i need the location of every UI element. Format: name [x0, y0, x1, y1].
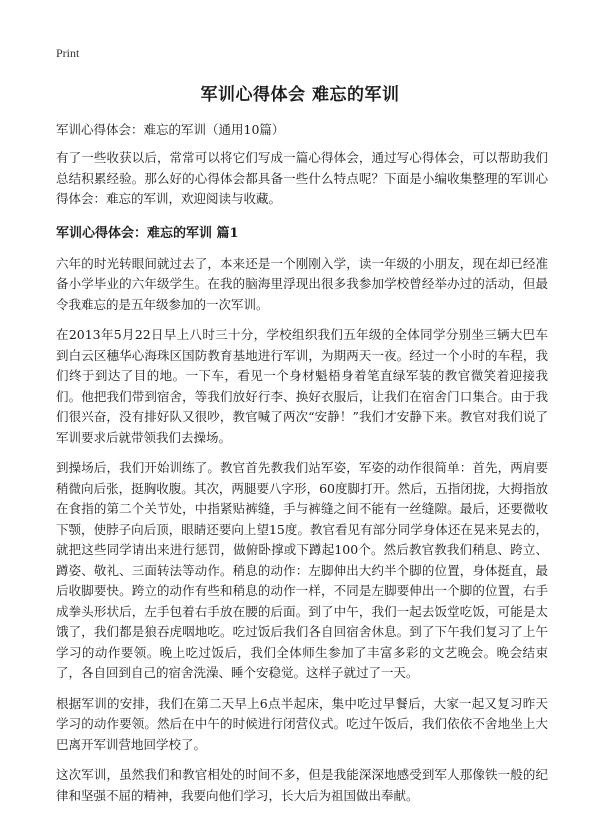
body-paragraph: 这次军训，虽然我们和教官相处的时间不多，但是我能深深地感受到军人那像铁一般的纪律和坚强不屈的精神，我要向他们学习，长大后为祖国做出奉献。 — [56, 767, 548, 803]
article-subtitle: 军训心得体会：难忘的军训（通用10篇） — [56, 122, 285, 137]
section-heading: 军训心得体会：难忘的军训 篇1 — [56, 225, 239, 241]
page-title: 军训心得体会 难忘的军训 — [200, 85, 400, 105]
article-body — [56, 120, 548, 816]
body-paragraph: 在2013年5月22日早上八时三十分，学校组织我们五年级的全体同学分别坐三辆大巴车到白云区穗华心海珠区国防教育基地进行军训，为期两天一夜。经过一个小时的车程，我们终于到达了目的地。一下车，看见一个身材魁梧身着笔直绿军装的教官微笑着迎接我们。他把我们带到宿舍，等我们放好行李、换好衣服后，让我们在宿舍门口集合。由于我们很兴奋，没有排好队又很吵，教官喊了两次“安静！”我们才安静下来。教官对我们说了军训要求后就带领我们去操场。 — [56, 327, 548, 445]
print-link[interactable]: Print — [56, 46, 80, 60]
body-paragraph: 六年的时光转眼间就过去了，本来还是一个刚刚入学，读一年级的小朋友，现在却已经准备小学毕业的六年级学生。在我的脑海里浮现出很多我参加学校曾经举办过的活动，但最令我难忘的是五年级参加的一次军训。 — [56, 255, 548, 312]
body-paragraph: 到操场后，我们开始训练了。教官首先教我们站军姿，军姿的动作很简单：首先，两肩要稍微向后张，挺胸收腹。其次，两腿要八字形，60度脚打开。然后，五指闭拢，大拇指放在食指的第二个关节处，中指紧贴裤缝，手与裤缝之间不能有一丝缝隙。最后，还要微收下颚，使脖子向后顶，眼睛还要向上望15度。教官看见有部分同学身体还在晃来晃去的，就把这些同学请出来进行惩罚，做俯卧撑或下蹲起100个。然后教官教我们稍息、跨立、蹲姿、敬礼、三面转法等动作。稍息的动作：左脚伸出大约半个脚的位置，身体挺直，最后收脚要快。跨立的动作有些和稍息的动作一样，不同是左脚要伸出一个脚的位置，右手成拳头形状后，左手包着右手放在腰的后面。到了中午，我们一起去饭堂吃饭，可能是太饿了，我们都是狼吞虎咽地吃。吃过饭后我们各自回宿舍休息。到了下午我们复习了上午学习的动作要领。晚上吃过饭后，我们全体师生参加了丰富多彩的文艺晚会。晚会结束了，各自回到自己的宿舍洗澡、睡个安稳觉。这样子就过了一天。 — [56, 460, 548, 680]
body-paragraph: 根据军训的安排，我们在第二天早上6点半起床，集中吃过早餐后，大家一起又复习昨天学习的动作要领。然后在中午的时候进行闭营仪式。吃过午饭后，我们依依不舍地坐上大巴离开军训营地回学校了。 — [56, 695, 548, 752]
intro-paragraph: 有了一些收获以后，常常可以将它们写成一篇心得体会，通过写心得体会，可以帮助我们总结积累经验。那么好的心得体会都具备一些什么特点呢？下面是小编收集整理的军训心得体会：难忘的军训，欢迎阅读与收藏。 — [56, 150, 548, 206]
